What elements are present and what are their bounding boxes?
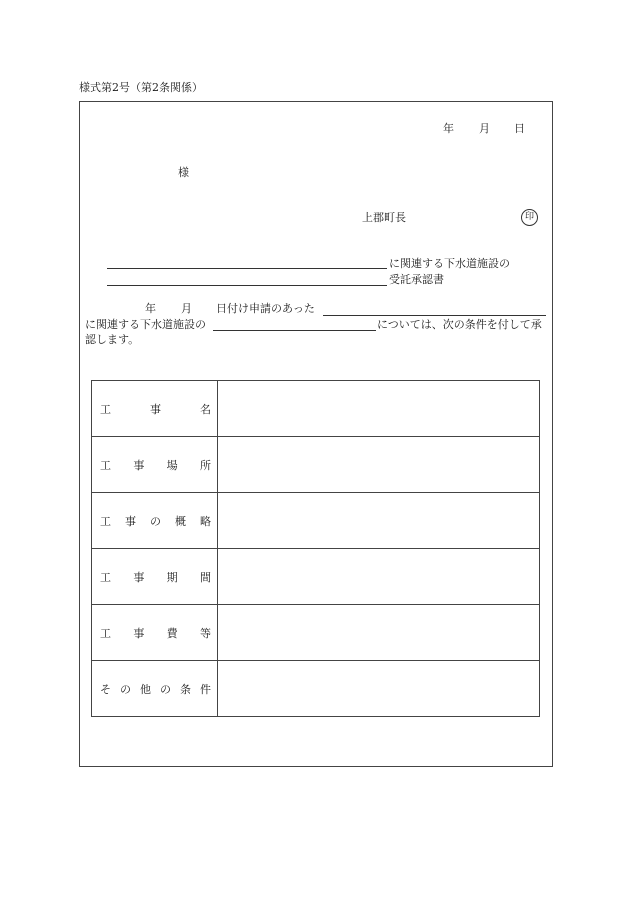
project-name-line-2 (107, 285, 387, 286)
table-row (92, 605, 540, 661)
row-value (218, 437, 540, 493)
row-label: 工 事 費 等 (100, 626, 211, 640)
heading-line2: 受託承認書 (389, 273, 444, 286)
row-value (218, 549, 540, 605)
row-value (218, 381, 540, 437)
row-value (218, 661, 540, 717)
body-conditions: については、次の条件を付して承 (377, 318, 542, 331)
body-applied: 日付け申請のあった (216, 302, 315, 315)
table-row (92, 549, 540, 605)
seal-mark: 印 (521, 209, 538, 226)
application-name-line (323, 315, 546, 316)
date-year: 年 (443, 122, 454, 135)
date-day: 日 (514, 122, 525, 135)
row-value (218, 493, 540, 549)
project-name-line (107, 268, 387, 269)
issuer-name: 上郡町長 (362, 211, 406, 224)
row-label: 工 事 場 所 (100, 458, 211, 472)
table-row (92, 381, 540, 437)
row-label: 工 事 名 (100, 402, 211, 416)
row-label: 工 事 の 概 略 (100, 514, 211, 528)
row-label: 工 事 期 間 (100, 570, 211, 584)
table-row (92, 437, 540, 493)
body-month: 月 (181, 302, 192, 315)
body-related: に関連する下水道施設の (85, 318, 206, 331)
facility-name-line (213, 330, 376, 331)
row-value (218, 605, 540, 661)
date-month: 月 (479, 122, 490, 135)
table-row (92, 493, 540, 549)
heading-line1: に関連する下水道施設の (389, 257, 510, 270)
table-row (92, 661, 540, 717)
body-year: 年 (145, 302, 156, 315)
conditions-table (91, 380, 540, 717)
addressee-suffix: 様 (178, 166, 189, 179)
body-end: 認します。 (85, 333, 140, 346)
row-label: そ の 他 の 条 件 (100, 682, 211, 696)
form-number: 様式第2号（第2条関係） (79, 81, 203, 94)
